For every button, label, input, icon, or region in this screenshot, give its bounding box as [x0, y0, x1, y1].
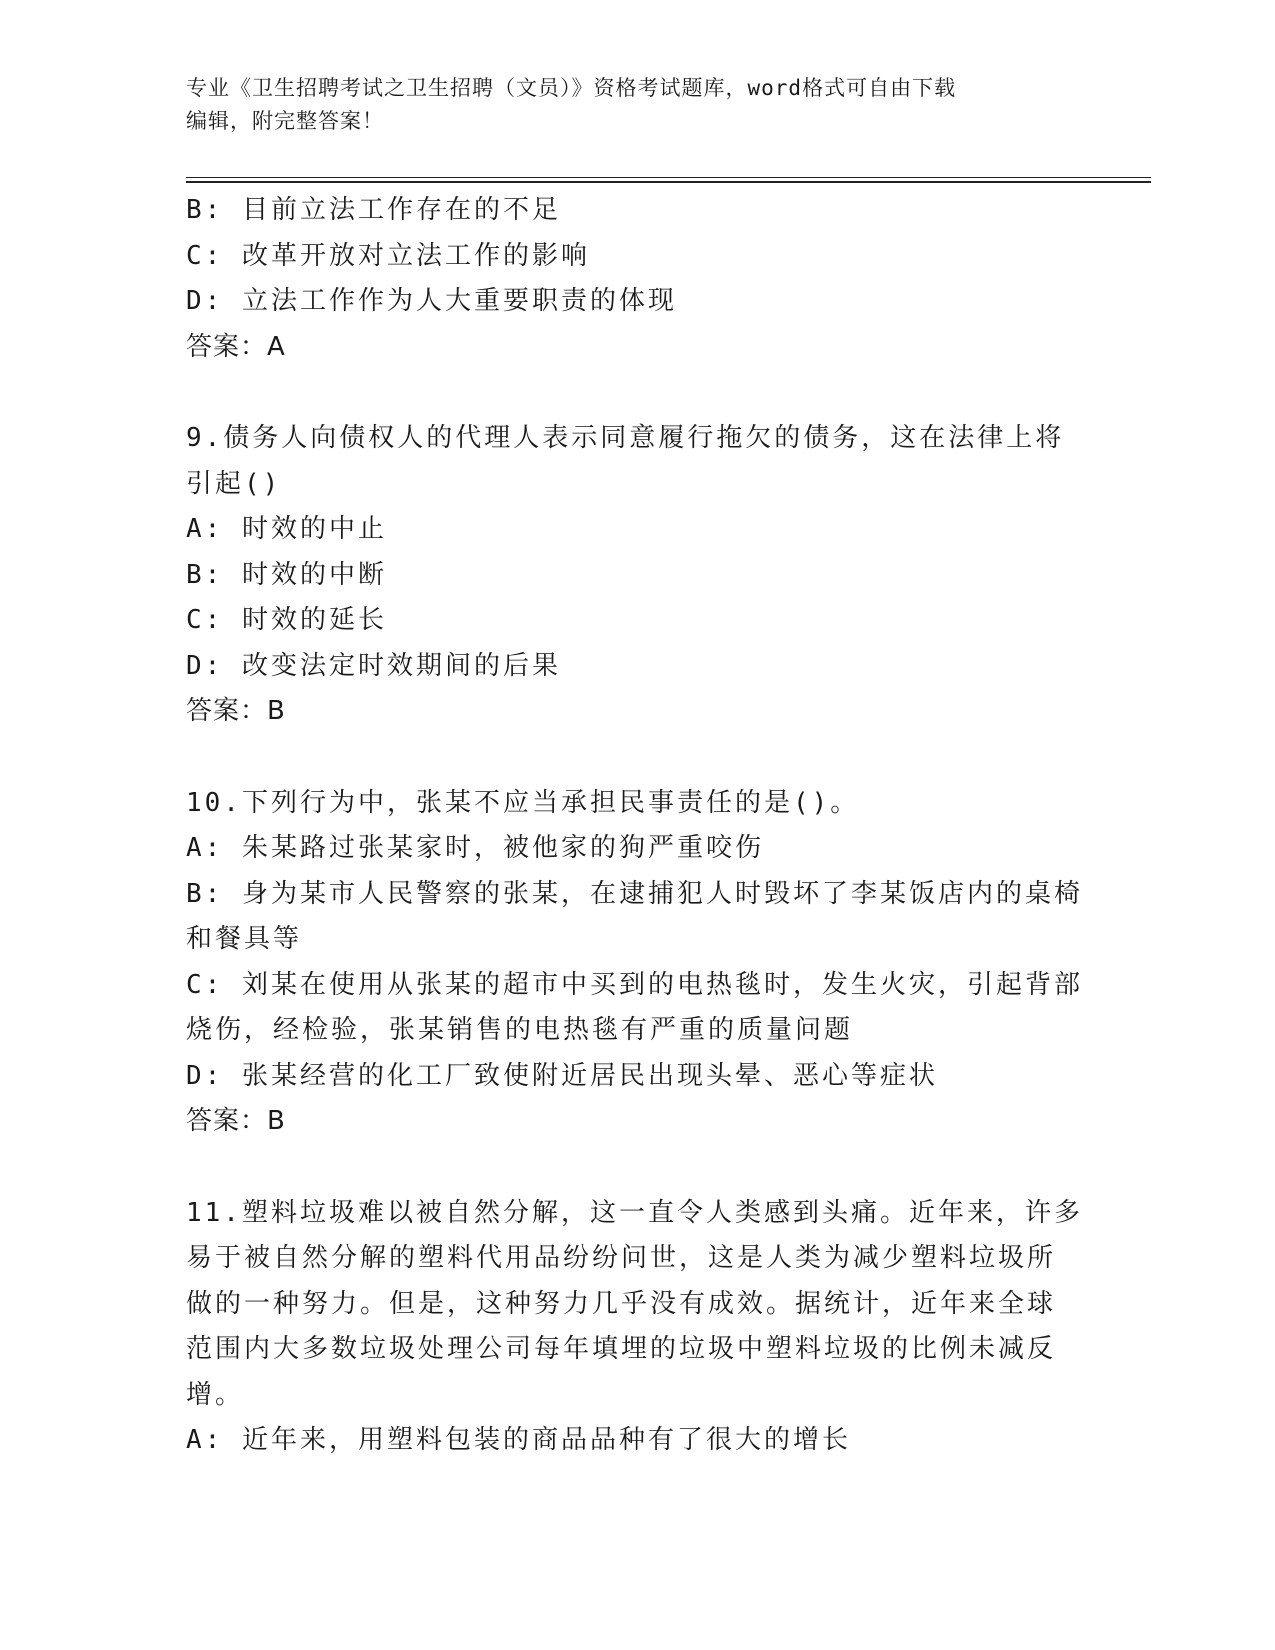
- answer-line: 答案：B: [186, 1106, 286, 1136]
- question-stem: 做的一种努力。但是，这种努力几乎没有成效。据统计，近年来全球: [186, 1288, 1057, 1319]
- spacer: [186, 735, 1086, 781]
- option-c-continued: 烧伤，经检验，张某销售的电热毯有严重的质量问题: [186, 1015, 854, 1045]
- question-stem: 11.塑料垃圾难以被自然分解，这一直令人类感到头痛。近年来，许多: [186, 1197, 1083, 1228]
- question-content: [186, 188, 1086, 1464]
- header-line-1: 专业《卫生招聘考试之卫生招聘（文员）》资格考试题库，word格式可自由下载: [186, 76, 957, 100]
- option-b: B: 时效的中断: [186, 559, 387, 590]
- document-header: [186, 72, 1066, 138]
- option-a: A: 时效的中止: [186, 514, 387, 544]
- question-stem: 范围内大多数垃圾处理公司每年填埋的垃圾中塑料垃圾的比例未减反: [186, 1334, 1057, 1364]
- header-divider-thin: [186, 177, 1151, 178]
- option-c: C: 时效的延长: [186, 605, 387, 635]
- answer-line: 答案：A: [186, 331, 286, 362]
- option-c: C: 刘某在使用从张某的超市中买到的电热毯时，发生火灾，引起背部: [186, 969, 1083, 1000]
- question-stem: 引起(): [186, 468, 282, 499]
- question-11-block: [186, 1191, 1086, 1464]
- option-a: A: 朱某路过张某家时，被他家的狗严重咬伤: [186, 833, 764, 863]
- option-a: A: 近年来，用塑料包装的商品品种有了很大的增长: [186, 1425, 851, 1455]
- question-stem: 易于被自然分解的塑料代用品纷纷问世，这是人类为减少塑料垃圾所: [186, 1243, 1057, 1273]
- question-8-block: [186, 188, 1086, 370]
- question-9-block: [186, 416, 1086, 735]
- question-stem: 9.债务人向债权人的代理人表示同意履行拖欠的债务，这在法律上将: [186, 423, 1065, 453]
- option-d: D: 张某经营的化工厂致使附近居民出现头晕、恶心等症状: [186, 1060, 938, 1091]
- option-d: D: 立法工作作为人大重要职责的体现: [186, 286, 677, 316]
- option-c: C: 改革开放对立法工作的影响: [186, 240, 590, 271]
- answer-line: 答案：B: [186, 696, 286, 726]
- question-10-block: [186, 781, 1086, 1145]
- spacer: [186, 1145, 1086, 1191]
- option-b-continued: 和餐具等: [186, 924, 303, 954]
- option-d: D: 改变法定时效期间的后果: [186, 650, 561, 681]
- header-divider-thick: [186, 181, 1151, 183]
- option-b: B: 目前立法工作存在的不足: [186, 195, 561, 225]
- spacer: [186, 370, 1086, 416]
- option-b: B: 身为某市人民警察的张某，在逮捕犯人时毁坏了李某饭店内的桌椅: [186, 878, 1083, 909]
- header-line-2: 编辑，附完整答案！: [186, 109, 384, 133]
- question-stem: 10.下列行为中，张某不应当承担民事责任的是()。: [186, 787, 860, 818]
- question-stem: 增。: [186, 1379, 245, 1410]
